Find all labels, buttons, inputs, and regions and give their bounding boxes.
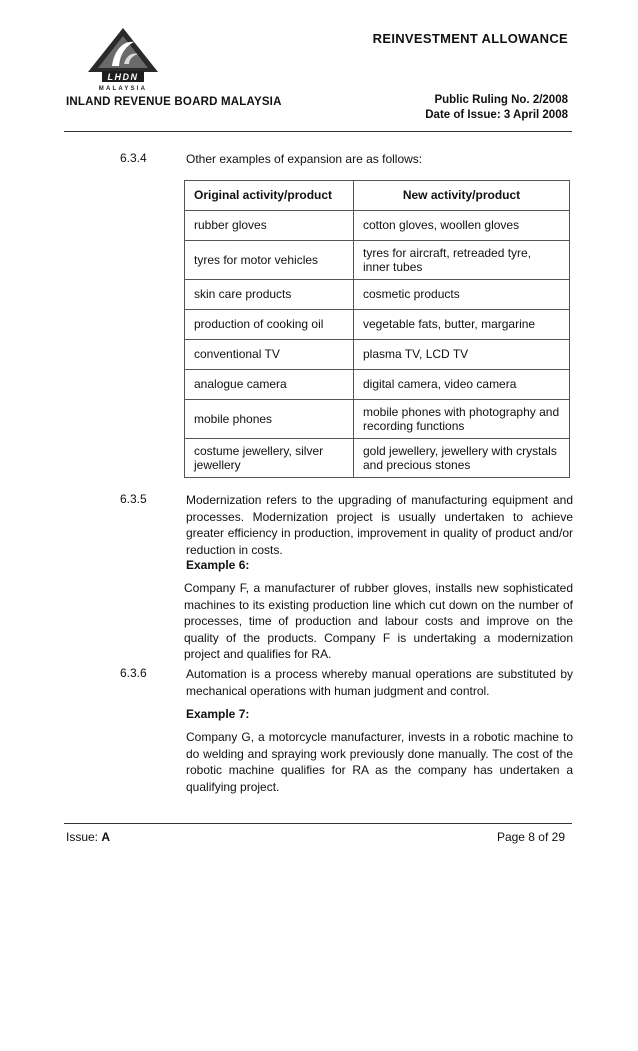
table-row — [185, 370, 570, 400]
table-row — [185, 280, 570, 310]
table-header-row — [185, 181, 570, 211]
table-cell: skin care products — [185, 280, 354, 310]
logo-country: MALAYSIA — [98, 86, 148, 92]
section-number-634: 6.3.4 — [120, 151, 147, 165]
section-636-text: Automation is a process whereby manual operations are substituted by mechanical operations with human judgment and control. — [186, 667, 573, 698]
table-row — [185, 241, 570, 280]
example-7-text: Company G, a motorcycle manufacturer, invests in a robotic machine to do welding and spraying work previously done manually. The cost of the robotic machine qualifies for RA as the company has undertaken a qualifying project. — [186, 730, 573, 794]
document-title: REINVESTMENT ALLOWANCE — [372, 31, 568, 46]
logo-wordmark: LHDN — [107, 72, 139, 82]
table-cell: tyres for aircraft, retreaded tyre, inner tubes — [354, 241, 570, 280]
section-635-text: Modernization refers to the upgrading of manufacturing equipment and processes. Modernization project is usually undertaken to achieve greater efficiency in production, improvement in quality of product and/or reduction in costs. — [186, 493, 573, 557]
table-cell: mobile phones — [185, 400, 354, 439]
issue-label: Issue: — [66, 830, 102, 844]
column-header-original: Original activity/product — [185, 181, 354, 211]
section-number-635: 6.3.5 — [120, 492, 147, 506]
table-row — [185, 211, 570, 241]
example-6-text: Company F, a manufacturer of rubber gloves, installs new sophisticated machines to its existing production line which cut down on the number of processes, time of production and labour costs and improve on the quality of the products. Company F is undertaking a modernization project and qualifies for RA. — [184, 581, 573, 661]
page-number: Page 8 of 29 — [496, 830, 565, 844]
table-cell: production of cooking oil — [185, 310, 354, 340]
table-row — [185, 340, 570, 370]
table-cell: analogue camera — [185, 370, 354, 400]
table-row — [185, 400, 570, 439]
table-row — [185, 439, 570, 478]
table-cell: rubber gloves — [185, 211, 354, 241]
issue-date: Date of Issue: 3 April 2008 — [425, 109, 568, 121]
table-cell: cosmetic products — [354, 280, 570, 310]
section-number-636: 6.3.6 — [120, 666, 147, 680]
table-cell: gold jewellery, jewellery with crystals and precious stones — [354, 439, 570, 478]
footer-divider — [64, 823, 572, 824]
expansion-examples-table — [184, 180, 570, 478]
table-cell: tyres for motor vehicles — [185, 241, 354, 280]
issue-value: A — [101, 830, 111, 844]
footer-issue — [66, 830, 110, 844]
table-cell: mobile phones with photography and recording functions — [354, 400, 570, 439]
table-cell: conventional TV — [185, 340, 354, 370]
table-cell: cotton gloves, woollen gloves — [354, 211, 570, 241]
column-header-new: New activity/product — [354, 181, 570, 211]
example-7-label: Example 7: — [186, 707, 250, 721]
table-cell: plasma TV, LCD TV — [354, 340, 570, 370]
table-cell: costume jewellery, silver jewellery — [185, 439, 354, 478]
ruling-number: Public Ruling No. 2/2008 — [434, 94, 568, 106]
table-cell: digital camera, video camera — [354, 370, 570, 400]
lhdn-logo — [84, 26, 162, 92]
table-cell: vegetable fats, butter, margarine — [354, 310, 570, 340]
ruling-info — [425, 93, 568, 123]
organization-name: INLAND REVENUE BOARD MALAYSIA — [66, 96, 282, 108]
header-divider — [64, 131, 572, 132]
table-row — [185, 310, 570, 340]
example-6-label: Example 6: — [186, 558, 250, 572]
section-634-text: Other examples of expansion are as follows: — [186, 152, 423, 166]
